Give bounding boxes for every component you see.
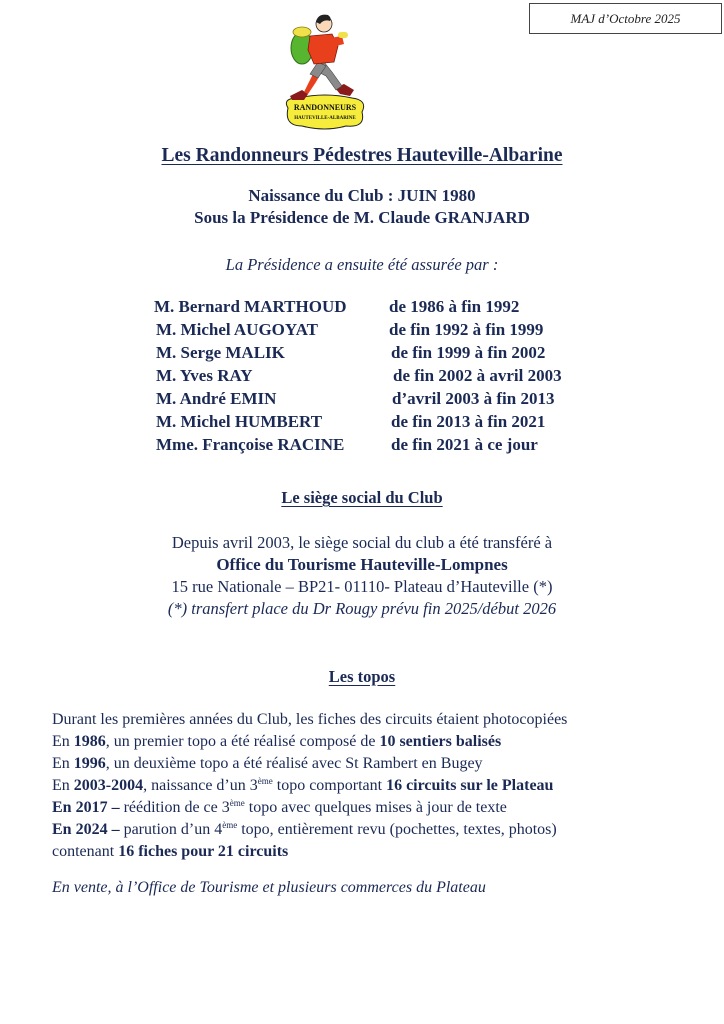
- president-period: de fin 1992 à fin 1999: [389, 320, 544, 339]
- siege-text: Depuis avril 2003, le siège social du club a été transféré à: [171, 533, 553, 552]
- president-name: M. Serge MALIK: [156, 343, 285, 362]
- president-period: de fin 2013 à fin 2021: [391, 412, 546, 431]
- president-period: de fin 2021 à ce jour: [391, 435, 538, 454]
- page-title: Les Randonneurs Pédestres Hauteville-Albarine: [161, 145, 563, 166]
- topos-line: Durant les premières années du Club, les fiches des circuits étaient photocopiées: [52, 711, 568, 728]
- topos-line: En 1986, un premier topo a été réalisé composé de 10 sentiers balisés: [52, 733, 502, 750]
- topos-line: En 2017 – réédition de ce 3ème topo avec quelques mises à jour de texte: [52, 798, 507, 816]
- president-period: d’avril 2003 à fin 2013: [392, 389, 555, 408]
- president-period: de 1986 à fin 1992: [389, 297, 520, 316]
- siege-office: Office du Tourisme Hauteville-Lompnes: [216, 555, 508, 574]
- presidency-intro: La Présidence a ensuite été assurée par :: [225, 255, 499, 274]
- topos-line: En 2003-2004, naissance d’un 3ème topo comportant 16 circuits sur le Plateau: [52, 776, 554, 794]
- president-name: M. Michel HUMBERT: [156, 412, 323, 431]
- president-period: de fin 2002 à avril 2003: [393, 366, 562, 385]
- president-name: M. André EMIN: [156, 389, 277, 408]
- topos-line: En 1996, un deuxième topo a été réalisé avec St Rambert en Bugey: [52, 755, 483, 772]
- topos-line: En 2024 – parution d’un 4ème topo, entièrement revu (pochettes, textes, photos): [52, 820, 557, 838]
- president-name: Mme. Françoise RACINE: [156, 435, 345, 454]
- president-name: M. Bernard MARTHOUD: [154, 297, 347, 316]
- founding-date: Naissance du Club : JUIN 1980: [248, 186, 476, 205]
- siege-heading: Le siège social du Club: [281, 488, 443, 507]
- siege-address: 15 rue Nationale – BP21- 01110- Plateau d’Hauteville (*): [171, 577, 553, 596]
- founding-president: Sous la Présidence de M. Claude GRANJARD: [194, 208, 530, 227]
- president-period: de fin 1999 à fin 2002: [391, 343, 546, 362]
- siege-note: (*) transfert place du Dr Rougy prévu fin 2025/début 2026: [167, 599, 557, 618]
- update-date-badge: MAJ d’Octobre 2025: [529, 3, 722, 34]
- topos-sale-info: En vente, à l’Office de Tourisme et plusieurs commerces du Plateau: [52, 879, 486, 896]
- president-name: M. Michel AUGOYAT: [156, 320, 318, 339]
- svg-text:HAUTEVILLE-ALBARINE: HAUTEVILLE-ALBARINE: [294, 116, 356, 121]
- svg-text:RANDONNEURS: RANDONNEURS: [293, 103, 357, 112]
- club-logo: [280, 10, 370, 134]
- president-name: M. Yves RAY: [156, 366, 253, 385]
- hiker-icon: [280, 10, 370, 134]
- topos-line: contenant 16 fiches pour 21 circuits: [52, 843, 289, 860]
- topos-heading: Les topos: [328, 667, 396, 686]
